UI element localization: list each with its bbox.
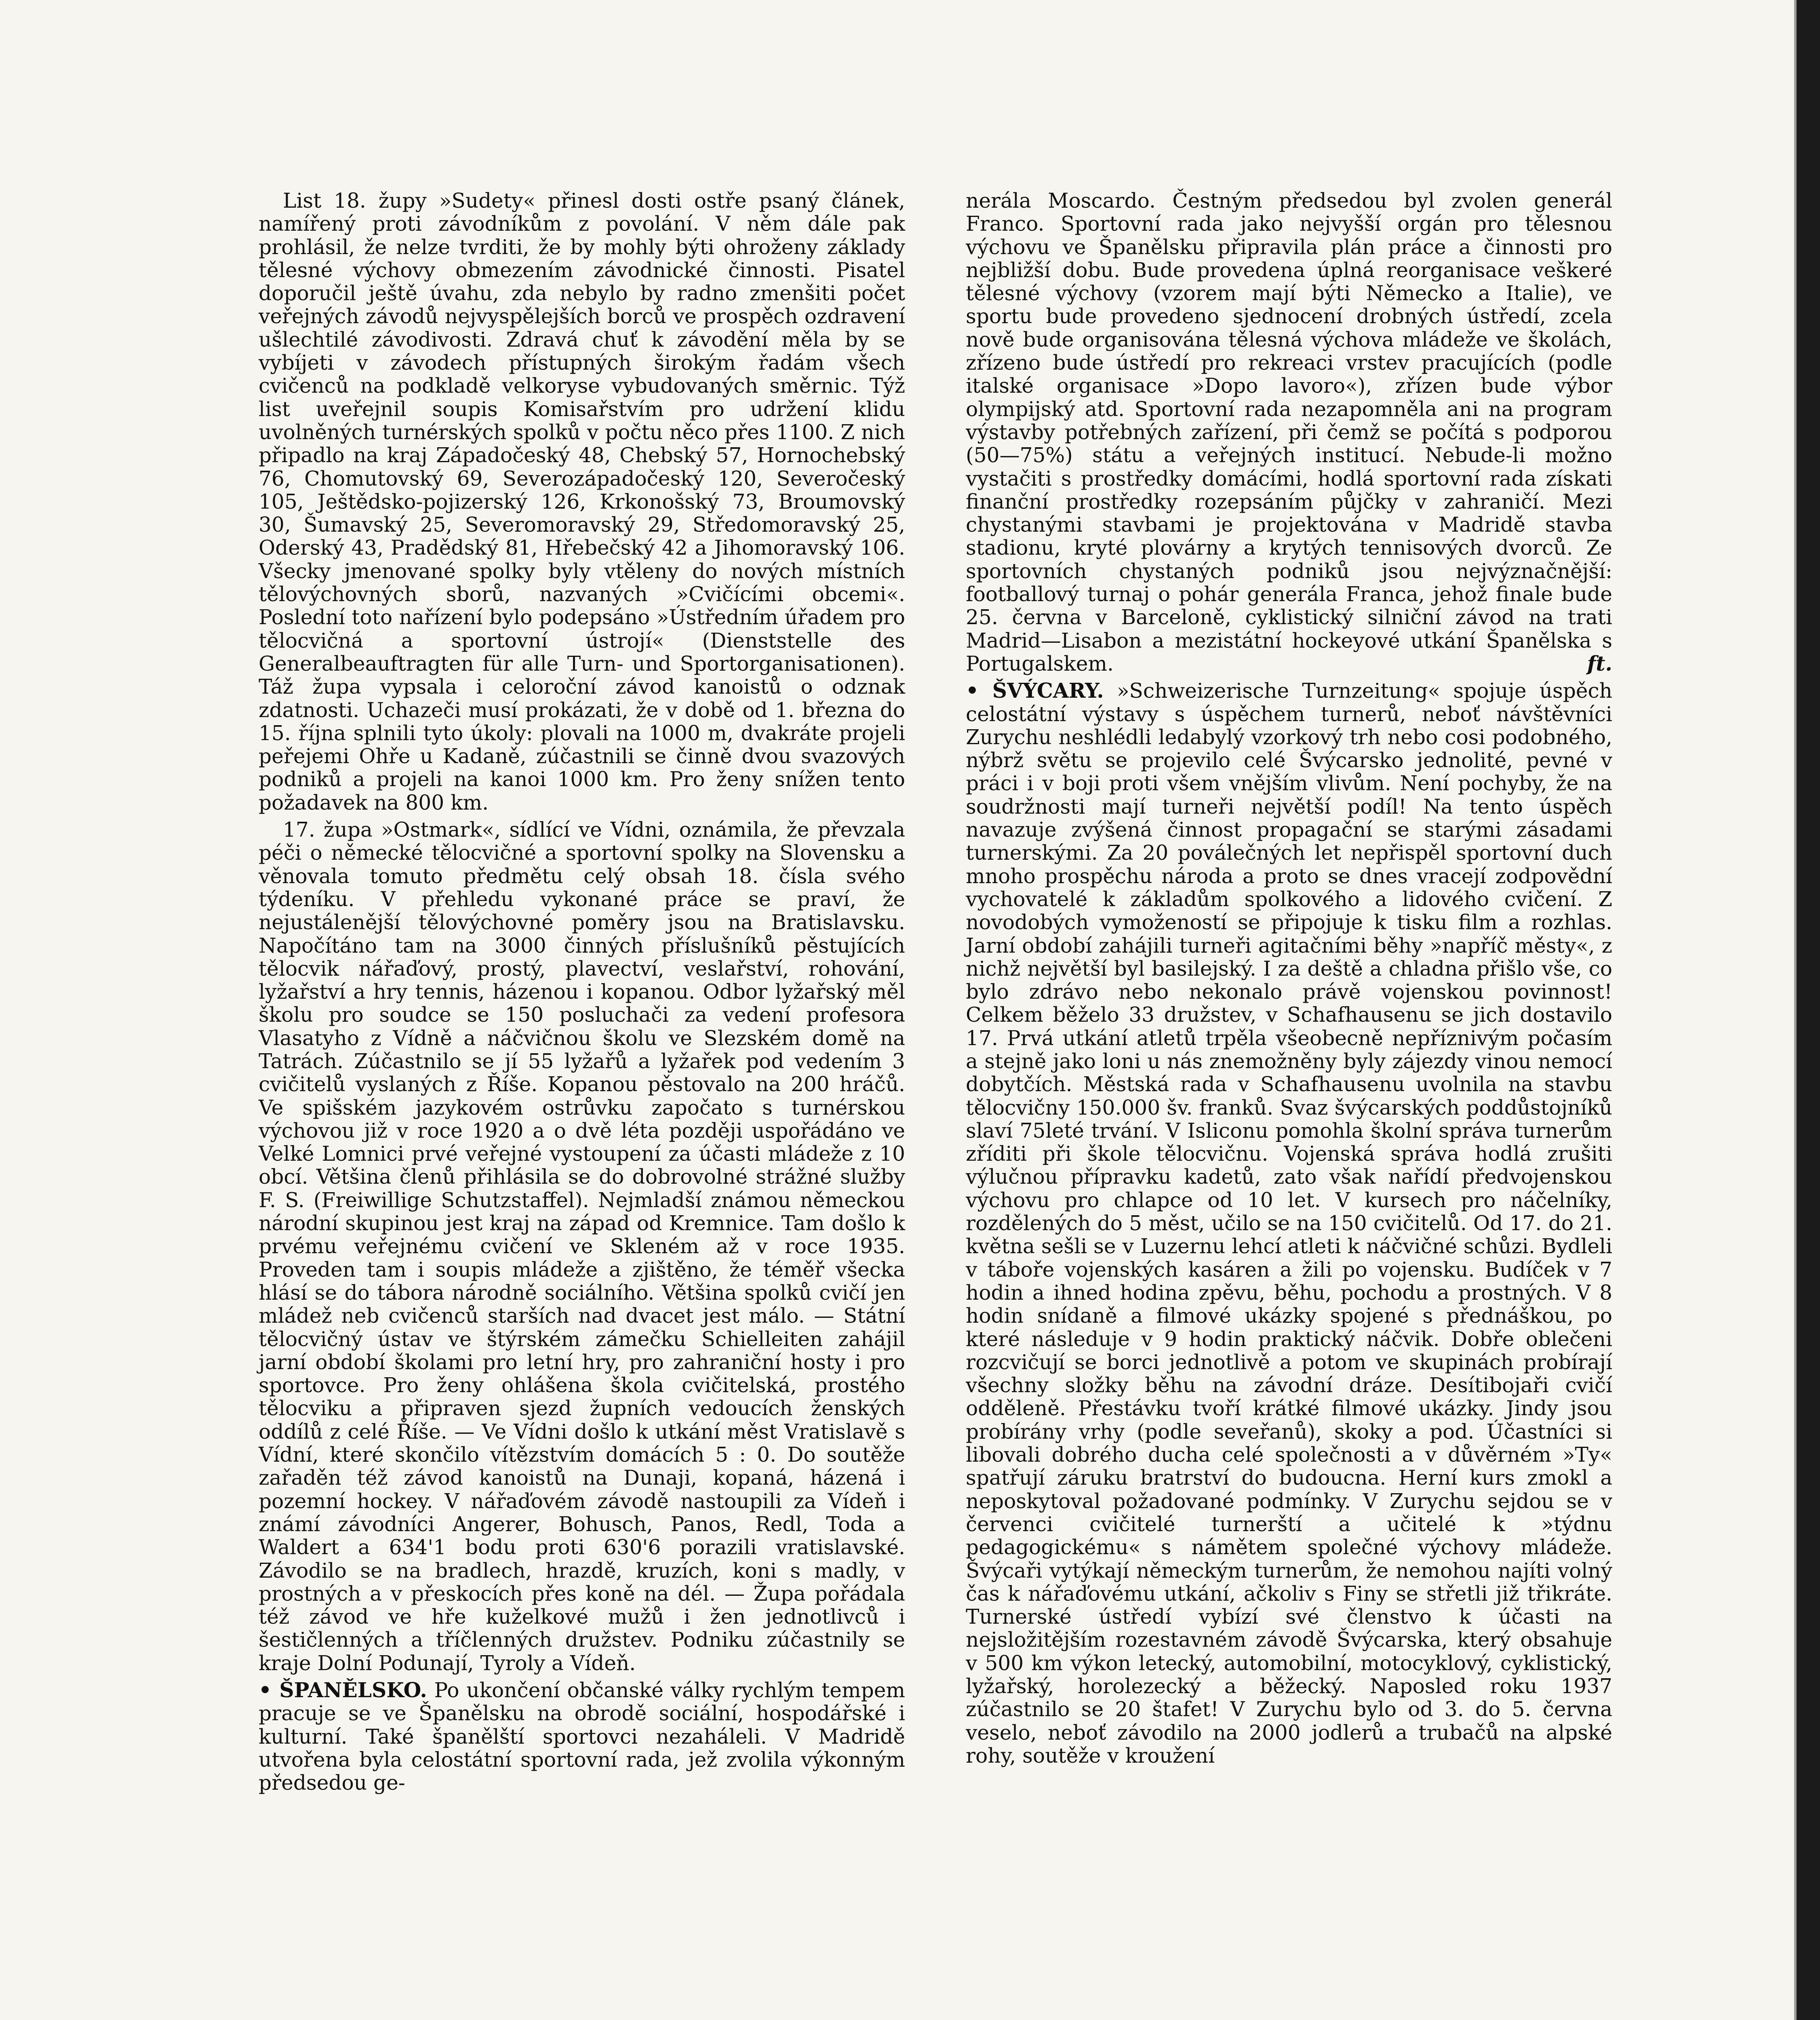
right-column [966, 189, 1612, 1767]
article-ostmark: 17. župa »Ostmark«, sídlící ve Vídni, oznámila, že převzala péči o německé tělocvičné a sportovní spolky na Slovensku a věnovala tomuto předmětu celý obsah 18. čísla svého týdeníku. V přehledu vykonané práce se praví, že nejustálenější tělovýchovné poměry jsou na Bratislavsku. Napočítáno tam na 3000 činných příslušníků pěstujících tělocvik nářaďový, prostý, plavectví, veslařství, rohování, lyžařství a hry tennis, házenou i kopanou. Odbor lyžařský měl školu pro soudce se 150 posluchači za vedení profesora Vlasatyho z Vídně a náčvičnou školu ve Slezském domě na Tatrách. Zúčastnilo se jí 55 lyžařů a lyžařek pod vedením 3 cvičitelů vyslaných z Říše. Kopanou pěstovalo na 200 hráčů. Ve spišském jazykovém ostrůvku započato s turnérskou výchovou již v roce 1920 a o dvě léta později uspořádáno ve Velké Lomnici prvé veřejné vystoupení za účasti mládeže z 10 obcí. Většina členů přihlásila se do dobrovolné strážné služby F. S. (Freiwillige Schutzstaffel). Nejmladší známou německou národní skupinou jest kraj na západ od Kremnice. Tam došlo k prvému veřejnému cvičení ve Skleném až v roce 1935. Proveden tam i soupis mládeže a zjištěno, že téměř všecka hlásí se do tábora národně sociálního. Většina spolků cvičí jen mládež neb cvičenců starších nad dvacet jest málo. — Státní tělocvičný ústav ve štýrském zámečku Schielleiten zahájil jarní období školami pro letní hry, pro zahraniční hosty i pro sportovce. Pro ženy ohlášena škola cvičitelská, prostého tělocviku a připraven sjezd župních vedoucích ženských oddílů z celé Říše. — Ve Vídni došlo k utkání měst Vratislavě s Vídní, které skončilo vítězstvím domácích 5 : 0. Do soutěže zařaděn též závod kanoistů na Dunaji, kopaná, házená i pozemní hockey. V nářaďovém závodě nastoupili za Vídeň i známí závodníci Angerer, Bohusch, Panos, Redl, Toda a Waldert a 634'1 bodu proti 630'6 porazili vratislavské. Závodilo se na bradlech, hrazdě, kruzích, koni s madly, v prostných a v přeskocích přes koně na dél. — Župa pořádala též závod ve hře kuželkové mužů i žen jednotlivců i šestičlenných a tříčlenných družstev. Podniku zúčastnily se kraje Dolní Podunají, Tyroly a Vídeň. [259, 818, 905, 1675]
left-column [259, 189, 905, 1794]
author-signature: ft. [1587, 651, 1612, 675]
spanelsko-continued-text: nerála Moscardo. Čestným předsedou byl zvolen generál Franco. Sportovní rada jako nejvyšší orgán pro tělesnou výchovu ve Španělsku připravila plán práce a činnosti pro nejbližší dobu. Bude provedena úplná reorganisace veškeré tělesné výchovy (vzorem mají býti Německo a Italie), ve sportu bude provedeno sjednocení drobných ústředí, zcela nově bude organisována tělesná výchova mládeže ve školách, zřízeno bude ústředí pro rekreaci vrstev pracujících (podle italské organisace »Dopo lavoro«), zřízen bude výbor olympijský atd. Sportovní rada nezapomněla ani na program výstavby potřebných zařízení, při čemž se počítá s podporou (50—75%) státu a veřejných institucí. Nebude-li možno vystačiti s prostředky domácími, hodlá sportovní rada získati finanční prostředky rozepsáním půjčky v zahraničí. Mezi chystanými stavbami je projektována v Madridě stavba stadionu, kryté plovárny a krytých tennisových dvorců. Ze sportovních chystaných podniků jsou nejvýznačnější: footballový turnaj o pohár generála Franca, jehož finale bude 25. června v Barceloně, cyklistický silniční závod na trati Madrid—Lisabon a mezistátní hockeyové utkání Španělska s Portugalskem. [966, 189, 1612, 675]
section-spanelsko [259, 1679, 905, 1794]
section-heading-svycary: • ŠVÝCARY. [966, 679, 1104, 703]
article-sudety: List 18. župy »Sudety« přinesl dosti ostře psaný článek, namířený proti závodníkům z povolání. V něm dále pak prohlásil, že nelze tvrditi, že by mohly býti ohroženy základy tělesné výchovy obmezením závodnické činnosti. Pisatel doporučil ještě úvahu, zda nebylo by radno zmenšiti počet veřejných závodů nejvyspělejších borců ve prospěch ozdravení ušlechtilé závodivosti. Zdravá chuť k závodění měla by se vybíjeti v závodech přístupných širokým řadám všech cvičenců na podkladě velkoryse vybudovaných směrnic. Týž list uveřejnil soupis Komisařstvím pro udržení klidu uvolněných turnérských spolků v počtu něco přes 1100. Z nich připadlo na kraj Západočeský 48, Chebský 57, Hornochebský 76, Chomutovský 69, Severozápadočeský 120, Severočeský 105, Ještědsko-pojizerský 126, Krkonošský 73, Broumovský 30, Šumavský 25, Severomoravský 29, Středomoravský 25, Oderský 43, Pradědský 81, Hřebečský 42 a Jihomoravský 106. Všecky jmenované spolky byly vtěleny do nových místních tělovýchovných sborů, nazvaných »Cvičícími obcemi«. Poslední toto nařízení bylo podepsáno »Ústředním úřadem pro tělocvičná a sportovní ústrojí« (Dienststelle des Generalbeauftragten für alle Turn- und Sportorganisationen). Táž župa vypsala i celoroční závod kanoistů o odznak zdatnosti. Uchazeči musí prokázati, že v době od 1. března do 15. října splnili tyto úkoly: plovali na 1000 m, dvakráte projeli peřejemi Ohře u Kadaně, zúčastnili se činně dvou svazových podniků a projeli na kanoi 1000 km. Pro ženy snížen tento požadavek na 800 km. [259, 189, 905, 814]
section-text-spanelsko: Po ukončení občanské války rychlým tempem pracuje se ve Španělsku na obrodě sociální, hospodářské i kulturní. Také španělští sportovci nezaháleli. V Madridě utvořena byla celostátní sportovní rada, jež zvolila výkonným předsedou ge- [259, 1678, 905, 1795]
section-svycary [966, 679, 1612, 1767]
section-heading-spanelsko: • ŠPANĚLSKO. [259, 1678, 427, 1702]
article-spanelsko-continued [966, 189, 1612, 675]
scan-edge [1797, 0, 1820, 2020]
section-text-svycary: »Schweizerische Turnzeitung« spojuje úspěch celostátní výstavy s úspěchem turnerů, neboť návštěvníci Zurychu neshlédli ledabylý vzorkový trh nebo cosi podobného, nýbrž světu se projevilo celé Švýcarsko jednolité, pevné v práci i v boji proti všem vnějším vlivům. Není pochyby, že na soudržnosti mají turneři největší podíl! Na tento úspěch navazuje zvýšená činnost propagační se starými zásadami turnerskými. Za 20 poválečných let nepřispěl sportovní duch mnoho prospěchu národa a proto se dnes vracejí zodpovědní vychovatelé k základům spolkového a lidového cvičení. Z novodobých vymožeností se připojuje k tisku film a rozhlas. Jarní období zahájili turneři agitačními běhy »napříč městy«, z nichž největší byl basilejský. I za deště a chladna přišlo vše, co bylo zdrávo nebo nekonalo právě vojenskou povinnost! Celkem běželo 33 družstev, v Schafhausenu se jich dostavilo 17. Prvá utkání atletů trpěla všeobecně nepříznivým počasím a stejně jako loni u nás znemožněny byly zájezdy vinou nemocí dobytčích. Městská rada v Schafhausenu uvolnila na stavbu tělocvičny 150.000 šv. franků. Svaz švýcarských poddůstojníků slaví 75leté trvání. V Isliconu pomohla školní správa turnerům zříditi při škole tělocvičnu. Vojenská správa hodlá zrušiti výlučnou přípravku kadetů, zato však nařídí předvojenskou výchovu pro chlapce od 10 let. V kursech pro náčelníky, rozdělených do 5 měst, učilo se na 150 cvičitelů. Od 17. do 21. května sešli se v Luzernu lehcí atleti k náčvičné schůzi. Bydleli v táboře vojenských kasáren a žili po vojensku. Budíček v 7 hodin a ihned hodina zpěvu, běhu, pochodu a prostných. V 8 hodin snídaně a filmové ukázky spojené s přednáškou, po které následuje v 9 hodin praktický náčvik. Dobře oblečeni rozcvičují se borci jednotlivě a potom ve skupinách probírají všechny složky běhu na závodní dráze. Desítibojaři cvičí odděleně. Přestávku tvoří krátké filmové ukázky. Jindy jsou probírány vrhy (podle seveřanů), skoky a pod. Účastníci si libovali dobrého ducha celé společnosti a v důvěrném »Ty« spatřují záruku bratrství do budoucna. Herní kurs zmokl a neposkytoval požadované podmínky. V Zurychu sejdou se v červenci cvičitelé turnerští a učitelé k »týdnu pedagogickému« s námětem společné výchovy mládeže. Švýcaři vytýkají německým turnerům, že nemohou najíti volný čas k nářaďovému utkání, ačkoliv s Finy se střetli již třikráte. Turnerské ústředí vybízí své členstvo k účasti na nejsložitějším rozestavném závodě Švýcarska, který obsahuje v 500 km výkon letecký, automobilní, motocyklový, cyklistický, lyžařský, horolezecký a běžecký. Naposled roku 1937 zúčastnilo se 20 štafet! V Zurychu bylo od 3. do 5. června veselo, neboť závodilo na 2000 jodlerů a trubačů na alpské rohy, soutěže v kroužení [966, 679, 1612, 1768]
